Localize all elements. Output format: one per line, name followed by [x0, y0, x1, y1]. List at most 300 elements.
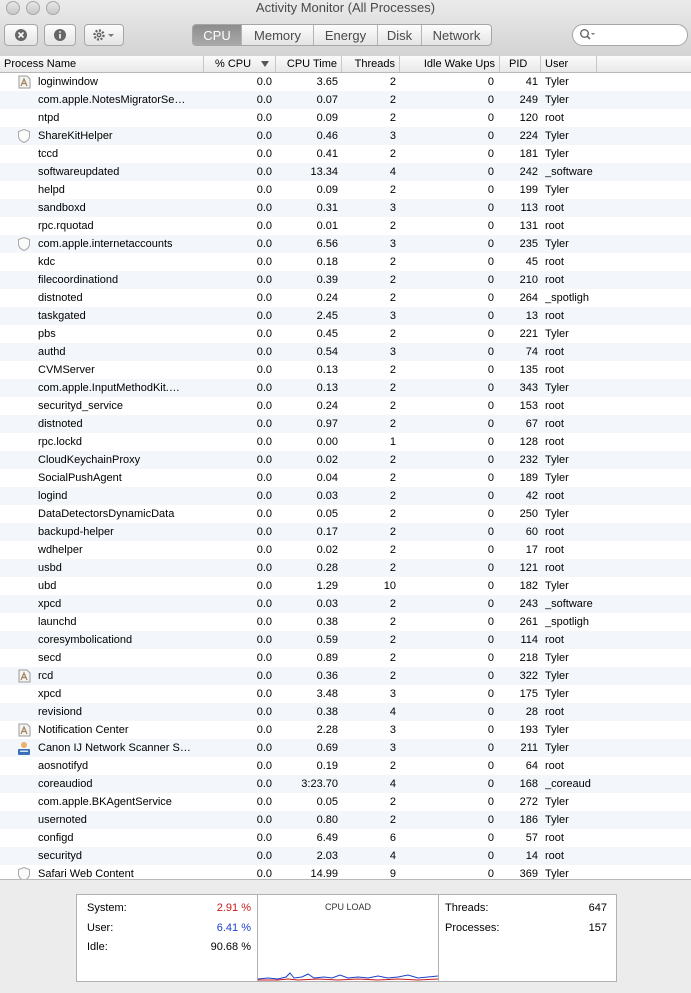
- process-idle-wake-ups: 0: [487, 76, 494, 88]
- process-row[interactable]: [0, 163, 691, 181]
- process-idle-wake-ups: 0: [487, 148, 494, 160]
- process-cpu: 0.0: [256, 670, 272, 682]
- process-user: root: [545, 202, 564, 214]
- process-cpu-time: 0.80: [316, 814, 338, 826]
- process-row[interactable]: [0, 703, 691, 721]
- process-cpu: 0.0: [256, 634, 272, 646]
- process-cpu: 0.0: [256, 256, 272, 268]
- process-cpu-time: 0.24: [316, 400, 338, 412]
- cpu-load-system-line: [258, 979, 438, 980]
- process-idle-wake-ups: 0: [487, 94, 494, 106]
- process-cpu: 0.0: [256, 436, 272, 448]
- info-icon: [53, 28, 67, 42]
- process-row[interactable]: [0, 649, 691, 667]
- process-row[interactable]: [0, 541, 691, 559]
- process-user: _spotligh: [545, 292, 590, 304]
- process-user: root: [545, 562, 564, 574]
- process-user: Tyler: [545, 130, 569, 142]
- column-pid[interactable]: PID: [500, 56, 541, 72]
- process-name: distnoted: [38, 292, 83, 304]
- process-user: root: [545, 256, 564, 268]
- process-name: filecoordinationd: [38, 274, 119, 286]
- process-name: com.apple.NotesMigratorSe…: [38, 94, 186, 106]
- process-user: root: [545, 436, 564, 448]
- process-threads: 2: [389, 526, 396, 538]
- process-row[interactable]: [0, 595, 691, 613]
- process-idle-wake-ups: 0: [487, 652, 494, 664]
- process-name: usernoted: [38, 814, 87, 826]
- process-user: Tyler: [545, 148, 569, 160]
- process-pid: 131: [519, 220, 538, 232]
- process-name: ShareKitHelper: [38, 130, 113, 142]
- cpu-load-title: CPU LOAD: [324, 902, 371, 912]
- shield-icon: [16, 866, 32, 879]
- sort-descending-icon: [261, 61, 269, 67]
- process-name: aosnotifyd: [38, 760, 89, 772]
- process-row[interactable]: [0, 829, 691, 847]
- process-threads: 2: [389, 274, 396, 286]
- process-cpu: 0.0: [256, 418, 272, 430]
- process-user: Tyler: [545, 238, 569, 250]
- process-row[interactable]: [0, 847, 691, 865]
- process-user: root: [545, 544, 564, 556]
- process-row[interactable]: [0, 199, 691, 217]
- process-idle-wake-ups: 0: [487, 202, 494, 214]
- process-user: Tyler: [545, 868, 569, 879]
- process-row[interactable]: [0, 397, 691, 415]
- process-threads: 2: [389, 670, 396, 682]
- process-row[interactable]: [0, 865, 691, 879]
- process-cpu-time: 0.54: [316, 346, 338, 358]
- cpu-load-graph: [257, 895, 439, 981]
- process-row[interactable]: [0, 559, 691, 577]
- threads-value: 647: [588, 902, 607, 914]
- process-row[interactable]: [0, 181, 691, 199]
- process-pid: 243: [519, 598, 538, 610]
- process-cpu-time: 3.48: [316, 688, 338, 700]
- process-user: root: [545, 310, 564, 322]
- process-row[interactable]: [0, 217, 691, 235]
- process-cpu-time: 0.38: [316, 616, 338, 628]
- process-cpu-time: 6.56: [316, 238, 338, 250]
- process-cpu: 0.0: [256, 724, 272, 736]
- process-cpu-time: 0.69: [316, 742, 338, 754]
- process-user: Tyler: [545, 724, 569, 736]
- process-pid: 322: [519, 670, 538, 682]
- process-user: Tyler: [545, 580, 569, 592]
- process-cpu-time: 14.99: [310, 868, 338, 879]
- process-cpu-time: 0.19: [316, 760, 338, 772]
- process-threads: 9: [389, 868, 396, 879]
- process-user: Tyler: [545, 382, 569, 394]
- process-cpu-time: 0.13: [316, 382, 338, 394]
- process-idle-wake-ups: 0: [487, 166, 494, 178]
- process-idle-wake-ups: 0: [487, 472, 494, 484]
- process-threads: 2: [389, 454, 396, 466]
- process-pid: 218: [519, 652, 538, 664]
- process-idle-wake-ups: 0: [487, 616, 494, 628]
- process-threads: 4: [389, 778, 396, 790]
- process-cpu: 0.0: [256, 616, 272, 628]
- search-input[interactable]: [597, 27, 683, 43]
- process-threads: 3: [389, 130, 396, 142]
- scanner-icon: [16, 740, 32, 758]
- process-user: _software: [545, 166, 593, 178]
- process-name: coresymbolicationd: [38, 634, 133, 646]
- process-name: DataDetectorsDynamicData: [38, 508, 175, 520]
- process-cpu-time: 0.02: [316, 544, 338, 556]
- window-title: Activity Monitor (All Processes): [255, 0, 436, 15]
- process-threads: 1: [389, 436, 396, 448]
- process-row[interactable]: [0, 271, 691, 289]
- process-pid: 181: [519, 148, 538, 160]
- process-cpu: 0.0: [256, 562, 272, 574]
- tab-energy[interactable]: Energy: [313, 25, 377, 45]
- process-name: backupd-helper: [38, 526, 114, 538]
- system-value: 2.91 %: [216, 902, 251, 914]
- process-name: coreaudiod: [38, 778, 93, 790]
- process-cpu: 0.0: [256, 526, 272, 538]
- process-name: wdhelper: [38, 544, 83, 556]
- process-pid: 199: [519, 184, 538, 196]
- process-threads: 3: [389, 202, 396, 214]
- process-cpu: 0.0: [256, 742, 272, 754]
- process-cpu-time: 6.49: [316, 832, 338, 844]
- title-bar: [0, 0, 691, 57]
- process-name: com.apple.BKAgentService: [38, 796, 172, 808]
- process-cpu: 0.0: [256, 472, 272, 484]
- process-row[interactable]: [0, 73, 691, 91]
- process-idle-wake-ups: 0: [487, 868, 494, 879]
- process-pid: 13: [525, 310, 538, 322]
- process-cpu-time: 0.00: [316, 436, 338, 448]
- process-row[interactable]: [0, 235, 691, 253]
- process-name: tccd: [38, 148, 59, 160]
- process-idle-wake-ups: 0: [487, 454, 494, 466]
- process-idle-wake-ups: 0: [487, 364, 494, 376]
- process-threads: 2: [389, 256, 396, 268]
- process-cpu-time: 0.59: [316, 634, 338, 646]
- process-row[interactable]: [0, 775, 691, 793]
- process-pid: 224: [519, 130, 538, 142]
- process-row[interactable]: [0, 109, 691, 127]
- process-user: Tyler: [545, 94, 569, 106]
- process-name: CVMServer: [38, 364, 95, 376]
- process-idle-wake-ups: 0: [487, 850, 494, 862]
- process-name: rcd: [38, 670, 54, 682]
- process-threads: 3: [389, 310, 396, 322]
- process-row[interactable]: [0, 145, 691, 163]
- process-row[interactable]: [0, 91, 691, 109]
- process-idle-wake-ups: 0: [487, 598, 494, 610]
- process-row[interactable]: [0, 811, 691, 829]
- process-row[interactable]: [0, 667, 691, 685]
- process-cpu: 0.0: [256, 112, 272, 124]
- process-idle-wake-ups: 0: [487, 688, 494, 700]
- processes-label: Processes:: [445, 922, 500, 934]
- process-pid: 232: [519, 454, 538, 466]
- process-row[interactable]: [0, 343, 691, 361]
- process-idle-wake-ups: 0: [487, 112, 494, 124]
- process-cpu-time: 0.38: [316, 706, 338, 718]
- process-cpu: 0.0: [256, 382, 272, 394]
- tab-cpu[interactable]: CPU: [193, 25, 241, 45]
- process-row[interactable]: [0, 127, 691, 145]
- process-pid: 153: [519, 400, 538, 412]
- process-list[interactable]: [0, 73, 691, 879]
- process-cpu: 0.0: [256, 796, 272, 808]
- process-idle-wake-ups: 0: [487, 706, 494, 718]
- process-user: Tyler: [545, 472, 569, 484]
- process-name: securityd_service: [38, 400, 123, 412]
- process-cpu: 0.0: [256, 598, 272, 610]
- process-idle-wake-ups: 0: [487, 256, 494, 268]
- search-field[interactable]: [572, 24, 688, 46]
- shield-icon: [16, 128, 32, 146]
- process-threads: 2: [389, 508, 396, 520]
- process-cpu-time: 3:23.70: [301, 778, 338, 790]
- process-pid: 128: [519, 436, 538, 448]
- process-user: root: [545, 346, 564, 358]
- column-header-bar: [0, 56, 691, 73]
- process-cpu: 0.0: [256, 202, 272, 214]
- process-user: root: [545, 400, 564, 412]
- process-row[interactable]: [0, 487, 691, 505]
- process-cpu-time: 0.07: [316, 94, 338, 106]
- process-cpu-time: 0.97: [316, 418, 338, 430]
- process-name: pbs: [38, 328, 56, 340]
- process-user: root: [545, 364, 564, 376]
- process-row[interactable]: [0, 253, 691, 271]
- process-cpu: 0.0: [256, 148, 272, 160]
- process-row[interactable]: [0, 793, 691, 811]
- process-pid: 135: [519, 364, 538, 376]
- process-threads: 2: [389, 544, 396, 556]
- process-cpu-time: 2.03: [316, 850, 338, 862]
- process-cpu: 0.0: [256, 868, 272, 879]
- process-user: Tyler: [545, 670, 569, 682]
- cpu-summary-footer: [0, 879, 691, 993]
- process-row[interactable]: [0, 685, 691, 703]
- column-threads[interactable]: Threads: [342, 56, 400, 72]
- process-pid: 67: [525, 418, 538, 430]
- process-threads: 2: [389, 328, 396, 340]
- process-cpu: 0.0: [256, 184, 272, 196]
- process-pid: 175: [519, 688, 538, 700]
- process-cpu: 0.0: [256, 814, 272, 826]
- process-row[interactable]: [0, 721, 691, 739]
- process-idle-wake-ups: 0: [487, 508, 494, 520]
- system-label: System:: [87, 902, 127, 914]
- process-user: Tyler: [545, 814, 569, 826]
- process-cpu: 0.0: [256, 166, 272, 178]
- process-threads: 2: [389, 400, 396, 412]
- process-cpu: 0.0: [256, 832, 272, 844]
- process-cpu-time: 0.09: [316, 112, 338, 124]
- process-threads: 2: [389, 472, 396, 484]
- tab-network[interactable]: Network: [421, 25, 491, 45]
- process-pid: 261: [519, 616, 538, 628]
- process-idle-wake-ups: 0: [487, 130, 494, 142]
- column-cpu-time[interactable]: CPU Time: [276, 56, 342, 72]
- process-cpu-time: 2.45: [316, 310, 338, 322]
- process-threads: 2: [389, 220, 396, 232]
- process-cpu-time: 0.31: [316, 202, 338, 214]
- process-pid: 221: [519, 328, 538, 340]
- process-cpu: 0.0: [256, 310, 272, 322]
- process-name: softwareupdated: [38, 166, 120, 178]
- process-user: root: [545, 418, 564, 430]
- process-user: Tyler: [545, 184, 569, 196]
- process-idle-wake-ups: 0: [487, 814, 494, 826]
- process-idle-wake-ups: 0: [487, 274, 494, 286]
- process-name: launchd: [38, 616, 77, 628]
- process-threads: 2: [389, 94, 396, 106]
- process-threads: 3: [389, 742, 396, 754]
- process-row[interactable]: [0, 469, 691, 487]
- process-pid: 64: [525, 760, 538, 772]
- process-user: Tyler: [545, 796, 569, 808]
- process-name: configd: [38, 832, 74, 844]
- process-user: root: [545, 220, 564, 232]
- process-threads: 2: [389, 382, 396, 394]
- gear-icon: [92, 28, 116, 42]
- process-cpu-time: 0.41: [316, 148, 338, 160]
- process-idle-wake-ups: 0: [487, 526, 494, 538]
- process-user: Tyler: [545, 742, 569, 754]
- process-cpu-time: 0.03: [316, 598, 338, 610]
- process-cpu: 0.0: [256, 400, 272, 412]
- process-idle-wake-ups: 0: [487, 562, 494, 574]
- process-name: secd: [38, 652, 62, 664]
- process-pid: 42: [525, 490, 538, 502]
- process-pid: 343: [519, 382, 538, 394]
- process-name: CloudKeychainProxy: [38, 454, 141, 466]
- process-cpu: 0.0: [256, 130, 272, 142]
- process-idle-wake-ups: 0: [487, 310, 494, 322]
- process-cpu-time: 0.02: [316, 454, 338, 466]
- process-row[interactable]: [0, 451, 691, 469]
- process-user: root: [545, 112, 564, 124]
- process-row[interactable]: [0, 613, 691, 631]
- process-cpu: 0.0: [256, 292, 272, 304]
- process-row[interactable]: [0, 505, 691, 523]
- process-idle-wake-ups: 0: [487, 490, 494, 502]
- process-row[interactable]: [0, 307, 691, 325]
- quit-process-button[interactable]: [4, 24, 38, 46]
- process-pid: 272: [519, 796, 538, 808]
- process-idle-wake-ups: 0: [487, 346, 494, 358]
- process-threads: 2: [389, 292, 396, 304]
- process-cpu-time: 0.01: [316, 220, 338, 232]
- process-name: rpc.rquotad: [38, 220, 94, 232]
- column-user[interactable]: User: [541, 56, 597, 72]
- column-idle-wake-ups[interactable]: Idle Wake Ups: [400, 56, 500, 72]
- tab-disk[interactable]: Disk: [377, 25, 421, 45]
- process-pid: 14: [525, 850, 538, 862]
- process-name: taskgated: [38, 310, 86, 322]
- process-cpu-time: 0.13: [316, 364, 338, 376]
- process-idle-wake-ups: 0: [487, 238, 494, 250]
- process-row[interactable]: [0, 325, 691, 343]
- process-threads: 2: [389, 76, 396, 88]
- process-name: xpcd: [38, 688, 62, 700]
- process-row[interactable]: [0, 361, 691, 379]
- process-name: xpcd: [38, 598, 62, 610]
- action-menu-button[interactable]: [84, 24, 124, 46]
- processes-value: 157: [588, 922, 607, 934]
- process-name: helpd: [38, 184, 65, 196]
- process-row[interactable]: [0, 577, 691, 595]
- process-pid: 45: [525, 256, 538, 268]
- process-pid: 211: [520, 742, 538, 754]
- process-row[interactable]: [0, 523, 691, 541]
- process-user: root: [545, 706, 564, 718]
- process-row[interactable]: [0, 289, 691, 307]
- process-threads: 2: [389, 184, 396, 196]
- process-row[interactable]: [0, 379, 691, 397]
- inspect-button[interactable]: [44, 24, 76, 46]
- process-threads: 6: [389, 832, 396, 844]
- process-pid: 189: [519, 472, 538, 484]
- process-cpu-time: 0.09: [316, 184, 338, 196]
- shield-icon: [16, 236, 32, 254]
- process-name: authd: [38, 346, 66, 358]
- process-row[interactable]: [0, 415, 691, 433]
- process-idle-wake-ups: 0: [487, 832, 494, 844]
- process-row[interactable]: [0, 433, 691, 451]
- view-tabs: [192, 24, 492, 46]
- process-row[interactable]: [0, 739, 691, 757]
- process-cpu: 0.0: [256, 274, 272, 286]
- process-cpu-time: 0.05: [316, 796, 338, 808]
- user-value: 6.41 %: [216, 922, 251, 934]
- process-name: rpc.lockd: [38, 436, 83, 448]
- app-icon: [16, 74, 32, 92]
- process-threads: 2: [389, 634, 396, 646]
- process-row[interactable]: [0, 631, 691, 649]
- column-process-name[interactable]: Process Name: [0, 56, 204, 72]
- process-idle-wake-ups: 0: [487, 220, 494, 232]
- tab-memory[interactable]: Memory: [241, 25, 313, 45]
- process-cpu-time: 0.17: [316, 526, 338, 538]
- process-idle-wake-ups: 0: [487, 292, 494, 304]
- process-pid: 250: [519, 508, 538, 520]
- process-threads: 2: [389, 112, 396, 124]
- process-cpu-time: 0.46: [316, 130, 338, 142]
- process-user: Tyler: [545, 328, 569, 340]
- process-row[interactable]: [0, 757, 691, 775]
- process-idle-wake-ups: 0: [487, 436, 494, 448]
- process-cpu-time: 1.29: [316, 580, 338, 592]
- process-cpu: 0.0: [256, 364, 272, 376]
- process-cpu-time: 0.28: [316, 562, 338, 574]
- process-user: root: [545, 832, 564, 844]
- stop-icon: [14, 28, 28, 42]
- app-icon: [16, 668, 32, 686]
- process-cpu-time: 0.03: [316, 490, 338, 502]
- process-name: securityd: [38, 850, 83, 862]
- user-label: User:: [87, 922, 114, 934]
- process-cpu: 0.0: [256, 328, 272, 340]
- process-pid: 120: [519, 112, 538, 124]
- process-pid: 264: [519, 292, 538, 304]
- process-threads: 2: [389, 562, 396, 574]
- column-cpu[interactable]: [204, 56, 276, 72]
- process-user: Tyler: [545, 688, 569, 700]
- process-name: logind: [38, 490, 68, 502]
- app-icon: [16, 722, 32, 740]
